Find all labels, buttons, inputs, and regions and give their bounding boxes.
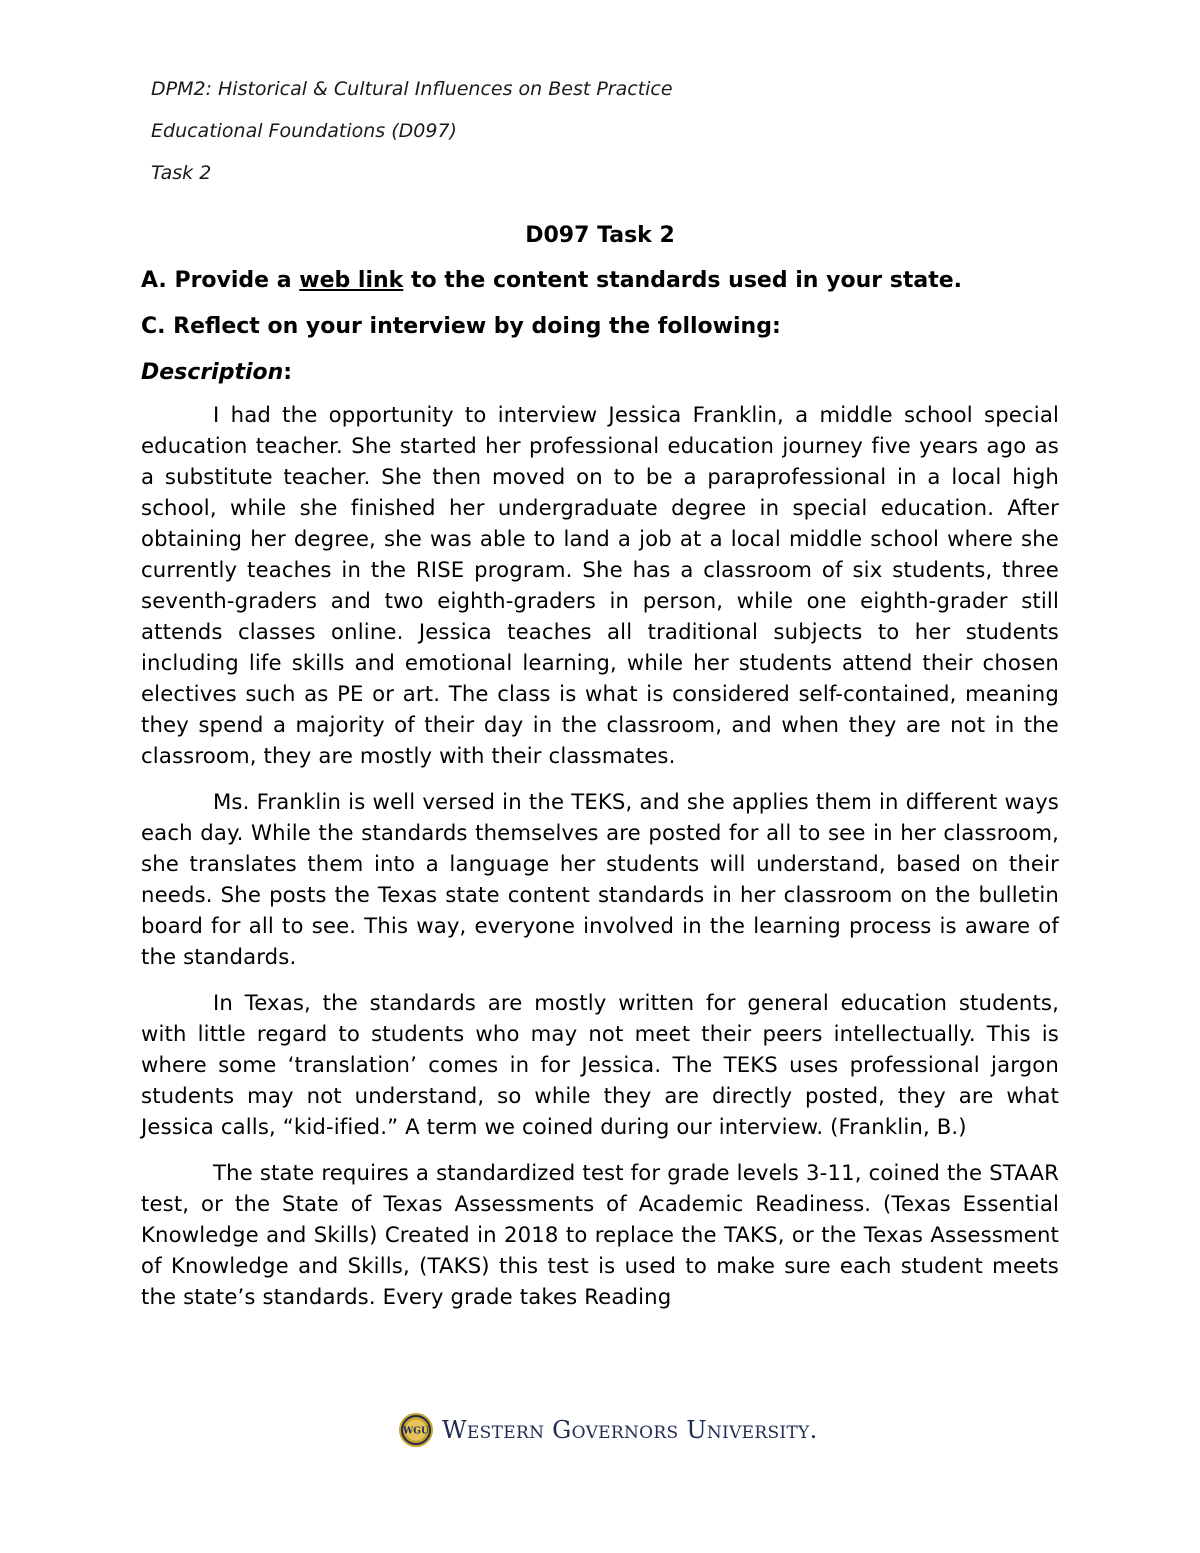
description-label: Description [141, 360, 284, 385]
course-code-line: Educational Foundations (D097) [151, 120, 457, 142]
task-label-line: Task 2 [151, 162, 212, 184]
paragraph-teks: Ms. Franklin is well versed in the TEKS, and she applies them in different ways each day. While the standards themselves are posted for all to see in her classroom, she translates them into a language her students will understand, based on their needs. She posts the Texas state content standards in her classroom on the bulletin board for all to see. This way, everyone involved in the learning process is aware of the standards. [141, 789, 1059, 969]
web-link-text: web link [299, 268, 404, 293]
description-heading [141, 357, 1059, 389]
seal-letters: WGU [403, 1426, 429, 1437]
course-header-line: DPM2: Historical & Cultural Influences on Best Practice [151, 78, 673, 100]
document-body [141, 220, 1059, 1327]
university-seal-icon [398, 1412, 434, 1448]
university-name: Western Governors University. [442, 1416, 818, 1444]
paragraph-staar: The state requires a standardized test for grade levels 3-11, coined the STAAR test, or the State of Texas Assessments of Academic Readiness. (Texas Essential Knowledge and Skills) Created in 2018 to replace the TAKS, or the Texas Assessment of Knowledge and Skills, (TAKS) this test is used to make sure each student meets the state’s standards. Every grade takes Reading [141, 1160, 1059, 1309]
description-colon: : [283, 360, 293, 385]
question-a [141, 265, 1059, 297]
question-a-prefix: A. Provide a [141, 268, 300, 293]
paragraph-interview: I had the opportunity to interview Jessica Franklin, a middle school special education teacher. She started her professional education journey five years ago as a substitute teacher. She then moved on to be a paraprofessional in a local high school, while she finished her undergraduate degree in special education. After obtaining her degree, she was able to land a job at a local middle school where she currently teaches in the RISE program. She has a classroom of six students, three seventh-graders and two eighth-graders in person, while one eighth-grader still attends classes online. Jessica teaches all traditional subjects to her students including life skills and emotional learning, while her students attend their chosen electives such as PE or art. The class is what is considered self-contained, meaning they spend a majority of their day in the classroom, and when they are not in the classroom, they are mostly with their classmates. [141, 402, 1059, 768]
university-logo [398, 1410, 818, 1450]
question-c: C. Reflect on your interview by doing the following: [141, 314, 781, 339]
document-title: D097 Task 2 [525, 223, 675, 248]
paragraph-standards: In Texas, the standards are mostly written for general education students, with little regard to students who may not meet their peers intellectually. This is where some ‘translation’ comes in for Jessica. The TEKS uses professional jargon students may not understand, so while they are directly posted, they are what Jessica calls, “kid-ified.” A term we coined during our interview. (Franklin, B.) [141, 990, 1059, 1139]
question-a-suffix: to the content standards used in your state. [403, 268, 962, 293]
document-header [151, 68, 1051, 194]
